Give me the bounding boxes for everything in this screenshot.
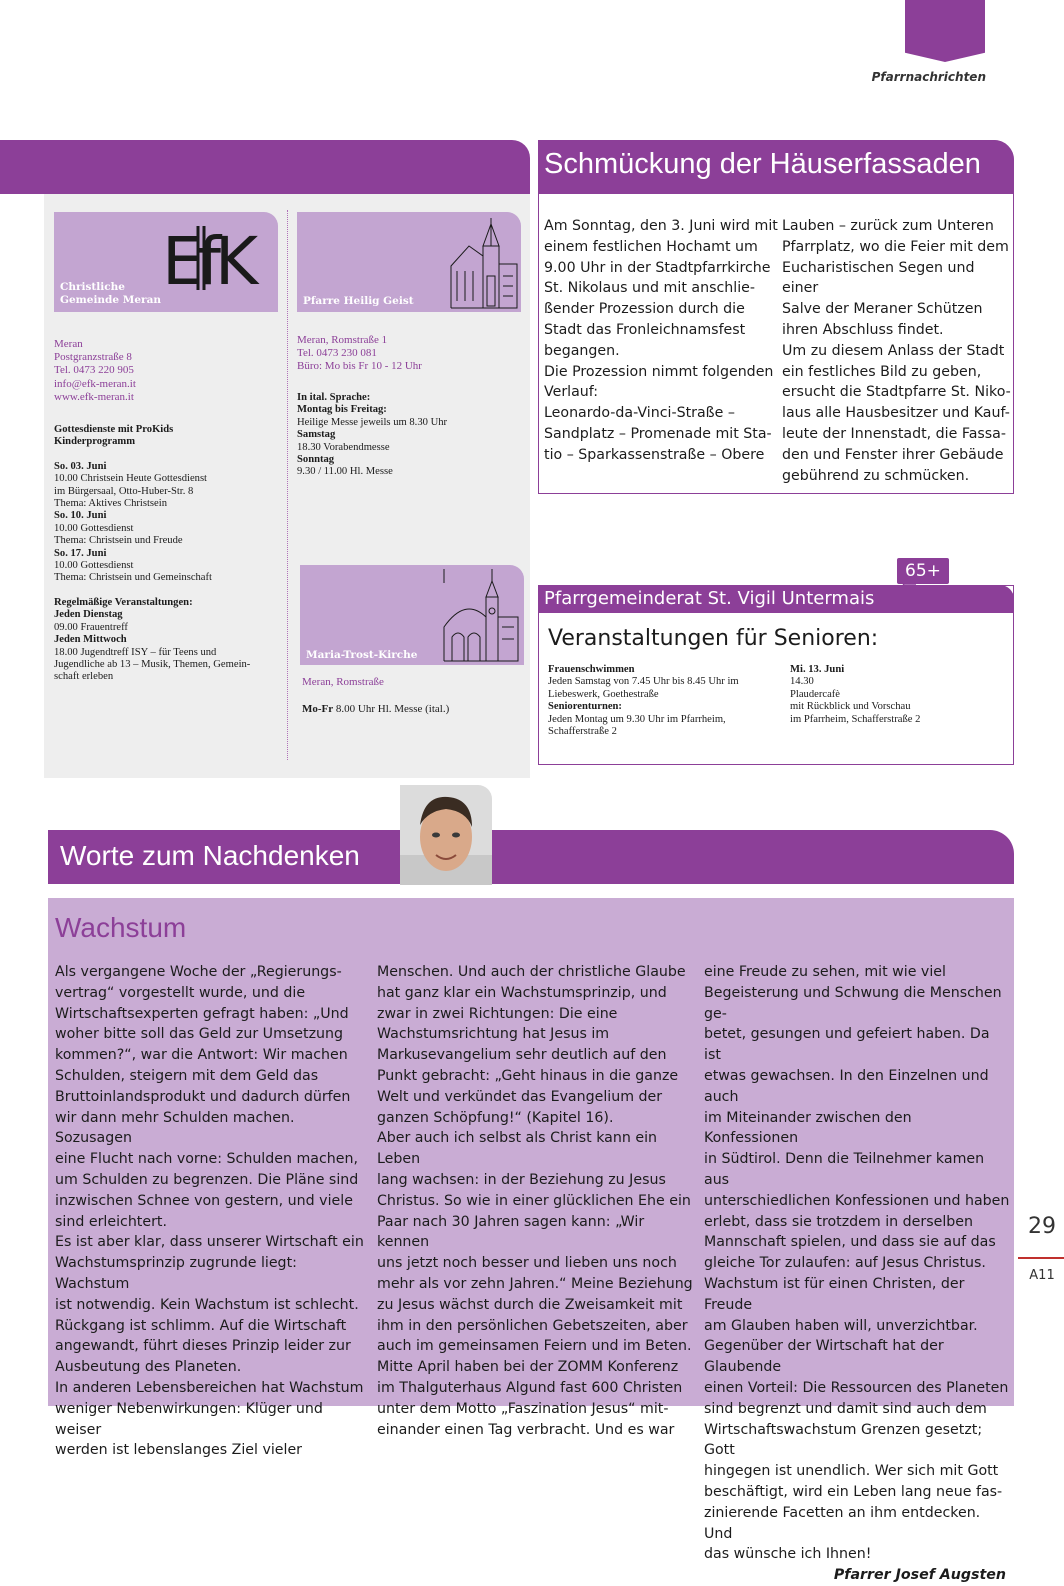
senior-event-title: Mi. 13. Juni: [790, 664, 845, 675]
text-line: Salve der Meraner Schützen: [782, 301, 983, 318]
text-line: Als vergangene Woche der „Regierungs-: [55, 964, 342, 980]
maria-trost-address: Meran, Romstraße: [302, 676, 384, 688]
efk-contact-line: Meran: [54, 338, 83, 350]
text-line: Menschen. Und auch der christliche Glaube: [377, 964, 686, 980]
author-photo: [400, 785, 492, 885]
text-line: In anderen Lebensbereichen hat Wachstum: [55, 1379, 364, 1396]
schmueckung-col1: [544, 216, 780, 466]
text-line: 9.00 Uhr in der Stadtpfarrkirche: [544, 259, 771, 276]
text-line: vertrag“ vorgestellt wurde, und die: [55, 984, 306, 1001]
efk-services: [54, 424, 284, 684]
author-portrait: [400, 785, 492, 885]
text-line: Sandplatz – Promenade mit Sta-: [544, 425, 772, 442]
efk-date: So. 17. Juni: [54, 547, 107, 559]
text-line: im Thalguterhaus Algund fast 600 Christen: [377, 1379, 683, 1396]
senioren-left: [548, 664, 784, 738]
efk-regular-title: Regelmäßige Veranstaltungen:: [54, 596, 193, 608]
efk-date: So. 10. Juni: [54, 510, 107, 522]
senior-event-line: 14.30: [790, 676, 814, 688]
mass-block-title: Montag bis Freitag:: [297, 404, 387, 416]
text-line: gebührend zu schmücken.: [782, 467, 970, 484]
text-line: einem festlichen Hochamt um: [544, 238, 758, 255]
text-line: beschäftigt, wird ein Leben lang neue fas-: [704, 1483, 1003, 1500]
text-line: Wirtschaftsexperten gefragt haben: „Und: [55, 1005, 349, 1022]
text-line: Um zu diesem Anlass der Stadt: [782, 342, 1005, 359]
text-line: Markusevangelium sehr deutlich auf den: [377, 1047, 667, 1064]
mass-block-line: Heilige Messe jeweils um 8.30 Uhr: [297, 416, 448, 428]
svg-text:EfK: EfK: [162, 223, 253, 292]
text-line: leute der Innenstadt, die Fassa-: [782, 425, 1006, 442]
text-line: Mannschaft spielen, und dass sie auf das: [704, 1234, 996, 1251]
text-line: Die Prozession nimmt folgenden: [544, 363, 774, 380]
text-line: inzwischen Schnee von gestern, und viele: [55, 1192, 353, 1209]
text-line: eine Freude zu sehen, mit wie viel: [704, 964, 946, 980]
efk-date: So. 03. Juni: [54, 460, 107, 472]
column-divider: [287, 210, 288, 760]
text-line: ganzen Schöpfung!“ (Kapitel 16).: [377, 1109, 614, 1126]
text-line: einander einen Tag verbracht. Und es war: [377, 1421, 675, 1438]
text-line: einen Vorteil: Die Ressourcen des Planeten: [704, 1379, 1009, 1396]
text-line: hat ganz klar ein Wachstumsprinzip, und: [377, 984, 667, 1001]
text-line: Wachstum ist für einen Christen, der Freude: [704, 1275, 965, 1313]
efk-date-line: im Bürgersaal, Otto-Huber-Str. 8: [54, 485, 194, 497]
efk-website-link[interactable]: www.efk-meran.it: [54, 390, 134, 403]
efk-regular-day: Jeden Mittwoch: [54, 634, 127, 646]
section-tab: [905, 0, 985, 62]
heilig-geist-contact-line: Meran, Romstraße 1: [297, 334, 388, 346]
text-line: Ausbeutung des Planeten.: [55, 1359, 242, 1376]
text-line: Es ist aber klar, dass unserer Wirtschaft ein: [55, 1234, 364, 1251]
section-label: Pfarrnachrichten: [871, 70, 986, 84]
text-line: zinierende Facetten an ihm entdecken. Und: [704, 1504, 981, 1542]
efk-label-line1: Christliche: [60, 281, 125, 293]
schmueckung-col2: [782, 216, 1012, 486]
worte-subtitle: Wachstum: [55, 912, 187, 943]
worte-col1: [55, 962, 371, 1461]
text-line: auch im gemeinsamen Feiern und im Beten.: [377, 1338, 692, 1355]
text-line: Bruttoinlandsprodukt und dadurch dürfen: [55, 1088, 351, 1105]
text-line: Rückgang ist schlimm. Auf die Wirtschaft: [55, 1317, 347, 1334]
text-line: Verlauf:: [544, 384, 599, 401]
mass-block-line: 18.30 Vorabendmesse: [297, 441, 390, 453]
page-number: 29: [1028, 1214, 1056, 1239]
maria-trost-mass: [302, 703, 449, 715]
text-line: St. Nikolaus und mit anschlie-: [544, 280, 755, 297]
efk-contact-line: Tel. 0473 220 905: [54, 364, 134, 377]
heilig-geist-label: Pfarre Heilig Geist: [303, 295, 414, 307]
senior-event-line: Jeden Samstag von 7.45 Uhr bis 8.45 Uhr im: [548, 676, 739, 688]
heilig-geist-contact-line: Büro: Mo bis Fr 10 - 12 Uhr: [297, 360, 422, 373]
senior-event-line: im Pfarrheim, Schafferstraße 2: [790, 713, 921, 725]
efk-date-line: 10.00 Gottesdienst: [54, 560, 134, 572]
church-icon: [447, 216, 519, 310]
text-line: in Südtirol. Denn die Teilnehmer kamen aus: [704, 1151, 985, 1188]
text-line: ihren Abschluss findet.: [782, 321, 944, 338]
text-line: mehr als vor zehn Jahren.“ Meine Beziehung: [377, 1275, 693, 1292]
efk-contact: [54, 338, 284, 404]
senioren-title: Veranstaltungen für Senioren:: [548, 626, 879, 651]
text-line: ist notwendig. Kein Wachstum ist schlecht.: [55, 1296, 359, 1313]
senior-event-line: Schafferstraße 2: [548, 726, 617, 738]
senioren-header: Pfarrgemeinderat St. Vigil Untermais: [538, 585, 1014, 613]
text-line: wir dann mehr Schulden machen. Sozusagen: [55, 1109, 295, 1147]
text-line: zwar in zwei Richtungen: Die eine: [377, 1005, 618, 1022]
text-line: Wirtschaftswachstum Grenzen gesetzt; Gott: [704, 1421, 983, 1459]
text-line: laus alle Hausbesitzer und Kauf-: [782, 405, 1010, 422]
senior-event-title: Frauenschwimmen: [548, 664, 635, 675]
heilig-geist-contact: [297, 334, 527, 374]
efk-services-title: Gottesdienste mit ProKids: [54, 424, 174, 435]
text-line: Punkt gebracht: „Geht hinaus in die ganze: [377, 1067, 679, 1084]
text-line: tio – Sparkassenstraße – Obere: [544, 446, 765, 463]
worte-col2: [377, 962, 699, 1440]
text-line: unterschiedlichen Konfessionen und haben: [704, 1192, 1010, 1209]
text-line: uns jetzt noch besser und lieben uns noch: [377, 1255, 677, 1272]
efk-regular-line: schaft erleben: [54, 671, 114, 683]
senior-event-line: mit Rückblick und Vorschau: [790, 701, 911, 713]
text-line: kommen?“, war die Antwort: Wir machen: [55, 1047, 348, 1064]
text-line: Aber auch ich selbst als Christ kann ein Leben: [377, 1130, 658, 1168]
senior-event-line: Liebeswerk, Goethestraße: [548, 688, 659, 700]
text-line: Eucharistischen Segen und einer: [782, 259, 975, 297]
efk-regular-line: 09.00 Frauentreff: [54, 621, 128, 633]
text-line: weniger Nebenwirkungen: Klüger und weiser: [55, 1400, 323, 1438]
maria-trost-mass-text: 8.00 Uhr Hl. Messe (ital.): [333, 703, 450, 715]
text-line: Wachstumsrichtung hat Jesus im: [377, 1026, 610, 1043]
text-line: unter dem Motto „Faszination Jesus“ mit-: [377, 1400, 669, 1417]
text-line: werden ist lebenslanges Ziel vieler: [55, 1442, 303, 1459]
text-line: begangen.: [544, 342, 620, 359]
efk-date-line: 10.00 Christsein Heute Gottesdienst: [54, 473, 208, 485]
mass-block-line: 9.30 / 11.00 Hl. Messe: [297, 466, 393, 478]
efk-date-line: Thema: Aktives Christsein: [54, 498, 167, 510]
text-line: sind begrenzt und damit sind auch dem: [704, 1400, 987, 1417]
text-line: Leonardo-da-Vinci-Straße –: [544, 405, 735, 422]
senior-event-line: Plaudercafè: [790, 688, 840, 700]
text-line: den und Fenster ihrer Gebäude: [782, 446, 1004, 463]
heilig-geist-contact-line: Tel. 0473 230 081: [297, 347, 377, 360]
page-rule: [1018, 1257, 1064, 1259]
text-line: ihm in den persönlichen Gebetszeiten, aber: [377, 1317, 688, 1334]
heilig-geist-masses: [297, 392, 527, 479]
text-line: ßender Prozession durch die: [544, 301, 745, 318]
efk-date-line: Thema: Christsein und Freude: [54, 535, 183, 547]
text-line: Begeisterung und Schwung die Menschen ge-: [704, 984, 1002, 1022]
worte-title: Worte zum Nachdenken: [60, 840, 360, 871]
text-line: Welt und verkündet das Evangelium der: [377, 1088, 663, 1105]
efk-logo: [162, 222, 272, 292]
efk-services-title: Kinderprogramm: [54, 436, 136, 448]
efk-card: [54, 212, 278, 312]
text-line: lang wachsen: in der Beziehung zu Jesus: [377, 1171, 666, 1188]
text-line: erlebt, dass sie trotzdem in derselben: [704, 1213, 974, 1230]
text-line: gleiche Tor zulaufen: auf Jesus Christus.: [704, 1255, 986, 1272]
text-line: Am Sonntag, den 3. Juni wird mit: [544, 218, 778, 234]
worte-col3: [704, 962, 1010, 1586]
senior-event-title: Seniorenturnen:: [548, 701, 622, 713]
text-line: um Schulden zu begrenzen. Die Pläne sind: [55, 1171, 359, 1188]
senioren-right: [790, 664, 1010, 726]
text-line: das wünsche ich Ihnen!: [704, 1546, 872, 1563]
text-line: Wachstumsprinzip zugrunde liegt: Wachstum: [55, 1255, 297, 1292]
text-line: Paar nach 30 Jahren sagen kann: „Wir kennen: [377, 1213, 645, 1251]
left-header-bar: [0, 140, 530, 194]
text-line: am Glauben haben will, unverzichtbar.: [704, 1317, 978, 1334]
text-line: ersucht die Stadtpfarre St. Niko-: [782, 384, 1011, 401]
efk-date-line: Thema: Christsein und Gemeinschaft: [54, 572, 212, 584]
heilig-geist-card: [297, 212, 521, 312]
efk-regular-line: 18.00 Jugendtreff ISY – für Teens und: [54, 646, 217, 658]
text-line: hingegen ist unendlich. Wer sich mit Gott: [704, 1463, 999, 1480]
schmueckung-title: Schmückung der Häuserfassaden: [538, 140, 1014, 194]
efk-contact-line: Postgranzstraße 8: [54, 351, 132, 364]
text-line: eine Flucht nach vorne: Schulden machen,: [55, 1151, 359, 1168]
church-icon: [440, 567, 520, 663]
text-line: sind erleichtert.: [55, 1213, 168, 1230]
text-line: zu Jesus wächst durch die Zweisamkeit mit: [377, 1296, 683, 1313]
senior-event-line: Jeden Montag um 9.30 Uhr im Pfarrheim,: [548, 713, 726, 725]
author-signature: Pfarrer Josef Augsten: [833, 1567, 1006, 1584]
maria-trost-label: Maria-Trost-Kirche: [306, 649, 418, 661]
text-line: Christus. So wie in einer glücklichen Ehe ein: [377, 1192, 691, 1209]
page-code: A11: [1029, 1268, 1055, 1283]
mass-block-title: Sonntag: [297, 454, 335, 466]
lang-title: In ital. Sprache:: [297, 392, 371, 403]
age-badge: 65+: [897, 558, 949, 584]
maria-trost-mass-day: Mo-Fr: [302, 703, 334, 715]
text-line: Gegenüber der Wirtschaft hat der Glaubende: [704, 1338, 944, 1376]
text-line: Stadt das Fronleichnamsfest: [544, 321, 746, 338]
efk-regular-day: Jeden Dienstag: [54, 609, 123, 621]
efk-email-link[interactable]: info@efk-meran.it: [54, 377, 136, 390]
text-line: Schulden, steigern mit dem Geld das: [55, 1067, 319, 1084]
text-line: im Miteinander zwischen den Konfessionen: [704, 1109, 912, 1147]
mass-block-title: Samstag: [297, 429, 336, 441]
text-line: etwas gewachsen. In den Einzelnen und auch: [704, 1067, 989, 1105]
efk-regular-line: Jugendliche ab 13 – Musik, Themen, Gemein-: [54, 658, 251, 670]
text-line: angewandt, führt dieses Prinzip leider zur: [55, 1338, 351, 1355]
text-line: Lauben – zurück zum Unteren: [782, 218, 994, 234]
text-line: Pfarrplatz, wo die Feier mit dem: [782, 238, 1009, 255]
text-line: betet, gesungen und gefeiert haben. Da ist: [704, 1026, 990, 1064]
efk-label-line2: Gemeinde Meran: [60, 293, 162, 306]
text-line: woher bitte soll das Geld zur Umsetzung: [55, 1026, 344, 1043]
text-line: ein festliches Bild zu geben,: [782, 363, 982, 380]
efk-date-line: 10.00 Gottesdienst: [54, 522, 134, 534]
text-line: Mitte April haben bei der ZOMM Konferenz: [377, 1359, 679, 1376]
maria-trost-card: [300, 565, 524, 665]
